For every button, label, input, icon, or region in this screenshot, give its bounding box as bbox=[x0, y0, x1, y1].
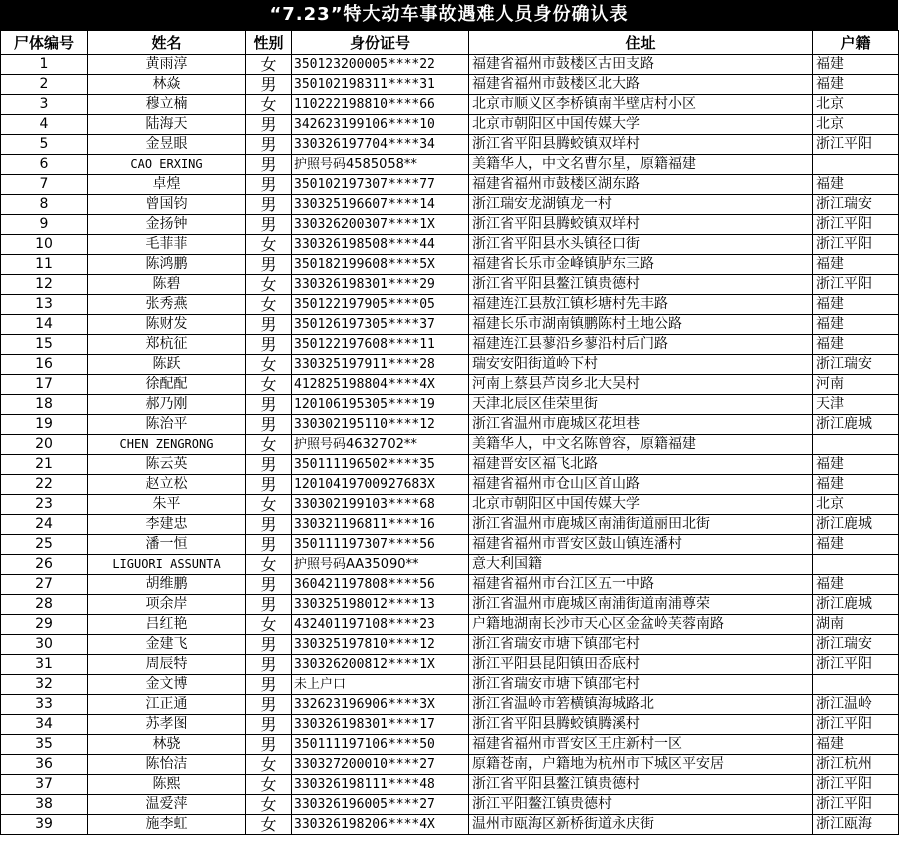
cell-sex: 男 bbox=[246, 515, 292, 535]
cell-address: 美籍华人，中文名陈曾容，原籍福建 bbox=[469, 435, 813, 455]
cell-name: 陈跃 bbox=[88, 355, 246, 375]
cell-name: CHEN ZENGRONG bbox=[88, 435, 246, 455]
cell-id-number: 330326198301****29 bbox=[292, 275, 469, 295]
cell-body-number: 3 bbox=[1, 95, 88, 115]
cell-address: 福建省长乐市金峰镇胪东三路 bbox=[469, 255, 813, 275]
cell-name: 陈怡洁 bbox=[88, 755, 246, 775]
table-row bbox=[1, 155, 899, 175]
cell-address: 温州市瓯海区新桥街道永庆街 bbox=[469, 815, 813, 835]
cell-name: 江正通 bbox=[88, 695, 246, 715]
cell-body-number: 24 bbox=[1, 515, 88, 535]
cell-body-number: 12 bbox=[1, 275, 88, 295]
cell-address: 北京市朝阳区中国传媒大学 bbox=[469, 495, 813, 515]
cell-sex: 女 bbox=[246, 235, 292, 255]
cell-address: 浙江平阳鳌江镇贵德村 bbox=[469, 795, 813, 815]
table-row bbox=[1, 635, 899, 655]
cell-household: 浙江瑞安 bbox=[813, 635, 899, 655]
cell-body-number: 21 bbox=[1, 455, 88, 475]
cell-body-number: 11 bbox=[1, 255, 88, 275]
cell-body-number: 14 bbox=[1, 315, 88, 335]
header-name: 姓名 bbox=[88, 31, 246, 55]
cell-household: 浙江平阳 bbox=[813, 275, 899, 295]
cell-household: 福建 bbox=[813, 735, 899, 755]
cell-sex: 女 bbox=[246, 95, 292, 115]
cell-body-number: 6 bbox=[1, 155, 88, 175]
cell-id-number: 120106195305****19 bbox=[292, 395, 469, 415]
cell-household: 福建 bbox=[813, 475, 899, 495]
cell-address: 福建省福州市晋安区鼓山镇连潘村 bbox=[469, 535, 813, 555]
cell-address: 浙江省瑞安市塘下镇邵宅村 bbox=[469, 635, 813, 655]
cell-name: 黄雨淳 bbox=[88, 55, 246, 75]
table-row bbox=[1, 375, 899, 395]
cell-name: LIGUORI ASSUNTA bbox=[88, 555, 246, 575]
cell-id-number: 350182199608****5X bbox=[292, 255, 469, 275]
cell-sex: 男 bbox=[246, 735, 292, 755]
cell-id-number: 护照号码4632702** bbox=[292, 435, 469, 455]
cell-address: 浙江省平阳县腾蛟镇双垟村 bbox=[469, 135, 813, 155]
cell-id-number: 12010419700927683X bbox=[292, 475, 469, 495]
table-row bbox=[1, 475, 899, 495]
cell-sex: 男 bbox=[246, 75, 292, 95]
cell-sex: 男 bbox=[246, 535, 292, 555]
cell-name: 张秀燕 bbox=[88, 295, 246, 315]
cell-household: 河南 bbox=[813, 375, 899, 395]
cell-household: 北京 bbox=[813, 495, 899, 515]
cell-sex: 女 bbox=[246, 355, 292, 375]
header-address: 住址 bbox=[469, 31, 813, 55]
cell-body-number: 16 bbox=[1, 355, 88, 375]
table-row bbox=[1, 335, 899, 355]
cell-name: 毛菲菲 bbox=[88, 235, 246, 255]
cell-sex: 男 bbox=[246, 455, 292, 475]
cell-address: 北京市顺义区李桥镇南半壁店村小区 bbox=[469, 95, 813, 115]
cell-name: 赵立松 bbox=[88, 475, 246, 495]
cell-id-number: 330326198508****44 bbox=[292, 235, 469, 255]
cell-household: 福建 bbox=[813, 175, 899, 195]
table-row bbox=[1, 315, 899, 335]
cell-body-number: 1 bbox=[1, 55, 88, 75]
cell-name: 施李虹 bbox=[88, 815, 246, 835]
cell-address: 浙江省温州市鹿城区南浦街道丽田北街 bbox=[469, 515, 813, 535]
cell-body-number: 33 bbox=[1, 695, 88, 715]
table-row bbox=[1, 175, 899, 195]
cell-address: 浙江省温州市鹿城区南浦街道南浦尊荣 bbox=[469, 595, 813, 615]
header-household: 户籍 bbox=[813, 31, 899, 55]
cell-id-number: 330326200307****1X bbox=[292, 215, 469, 235]
header-id-number: 身份证号 bbox=[292, 31, 469, 55]
cell-address: 浙江瑞安龙湖镇龙一村 bbox=[469, 195, 813, 215]
cell-body-number: 15 bbox=[1, 335, 88, 355]
cell-sex: 女 bbox=[246, 275, 292, 295]
cell-sex: 男 bbox=[246, 635, 292, 655]
cell-body-number: 8 bbox=[1, 195, 88, 215]
cell-household bbox=[813, 155, 899, 175]
table-row bbox=[1, 495, 899, 515]
cell-name: 陈财发 bbox=[88, 315, 246, 335]
cell-sex: 男 bbox=[246, 595, 292, 615]
table-title: “7.23”特大动车事故遇难人员身份确认表 bbox=[0, 0, 898, 30]
cell-id-number: 360421197808****56 bbox=[292, 575, 469, 595]
cell-address: 河南上蔡县芦岗乡北大吴村 bbox=[469, 375, 813, 395]
cell-sex: 女 bbox=[246, 375, 292, 395]
cell-id-number: 350111197106****50 bbox=[292, 735, 469, 755]
cell-body-number: 25 bbox=[1, 535, 88, 555]
cell-address: 原籍苍南，户籍地为杭州市下城区平安居 bbox=[469, 755, 813, 775]
cell-body-number: 2 bbox=[1, 75, 88, 95]
cell-body-number: 28 bbox=[1, 595, 88, 615]
cell-address: 户籍地湖南长沙市天心区金盆岭芙蓉南路 bbox=[469, 615, 813, 635]
cell-id-number: 330325196607****14 bbox=[292, 195, 469, 215]
cell-body-number: 20 bbox=[1, 435, 88, 455]
header-sex: 性别 bbox=[246, 31, 292, 55]
cell-id-number: 350123200005****22 bbox=[292, 55, 469, 75]
cell-id-number: 330326198206****4X bbox=[292, 815, 469, 835]
cell-name: CAO ERXING bbox=[88, 155, 246, 175]
cell-address: 浙江省平阳县腾蛟镇双垟村 bbox=[469, 215, 813, 235]
cell-sex: 女 bbox=[246, 815, 292, 835]
cell-address: 福建省福州市仓山区首山路 bbox=[469, 475, 813, 495]
cell-address: 福建连江县敖江镇杉塘村先丰路 bbox=[469, 295, 813, 315]
cell-name: 陆海天 bbox=[88, 115, 246, 135]
cell-address: 福建长乐市湖南镇鹏陈村土地公路 bbox=[469, 315, 813, 335]
cell-sex: 男 bbox=[246, 215, 292, 235]
cell-name: 李建忠 bbox=[88, 515, 246, 535]
cell-body-number: 4 bbox=[1, 115, 88, 135]
table-row bbox=[1, 515, 899, 535]
table-row bbox=[1, 555, 899, 575]
cell-sex: 男 bbox=[246, 575, 292, 595]
cell-body-number: 32 bbox=[1, 675, 88, 695]
cell-id-number: 护照号码AA35090** bbox=[292, 555, 469, 575]
table-row bbox=[1, 395, 899, 415]
cell-sex: 女 bbox=[246, 495, 292, 515]
cell-sex: 男 bbox=[246, 655, 292, 675]
cell-household: 浙江鹿城 bbox=[813, 515, 899, 535]
cell-household: 浙江温岭 bbox=[813, 695, 899, 715]
table-row bbox=[1, 795, 899, 815]
cell-name: 曾国钧 bbox=[88, 195, 246, 215]
table-row bbox=[1, 215, 899, 235]
cell-name: 金昱眼 bbox=[88, 135, 246, 155]
cell-household: 福建 bbox=[813, 535, 899, 555]
cell-sex: 女 bbox=[246, 775, 292, 795]
cell-id-number: 330326197704****34 bbox=[292, 135, 469, 155]
table-row bbox=[1, 135, 899, 155]
cell-household: 福建 bbox=[813, 255, 899, 275]
header-row bbox=[1, 31, 899, 55]
cell-body-number: 29 bbox=[1, 615, 88, 635]
table-row bbox=[1, 435, 899, 455]
cell-address: 浙江省平阳县水头镇径口街 bbox=[469, 235, 813, 255]
cell-household: 浙江瑞安 bbox=[813, 355, 899, 375]
table-row bbox=[1, 455, 899, 475]
cell-body-number: 22 bbox=[1, 475, 88, 495]
cell-name: 金建飞 bbox=[88, 635, 246, 655]
cell-id-number: 350126197305****37 bbox=[292, 315, 469, 335]
cell-sex: 女 bbox=[246, 55, 292, 75]
cell-address: 福建连江县蓼沿乡蓼沿村后门路 bbox=[469, 335, 813, 355]
cell-household: 福建 bbox=[813, 335, 899, 355]
cell-body-number: 36 bbox=[1, 755, 88, 775]
cell-id-number: 350102197307****77 bbox=[292, 175, 469, 195]
cell-name: 陈碧 bbox=[88, 275, 246, 295]
cell-id-number: 330326196005****27 bbox=[292, 795, 469, 815]
table-row bbox=[1, 655, 899, 675]
cell-sex: 女 bbox=[246, 295, 292, 315]
cell-body-number: 10 bbox=[1, 235, 88, 255]
cell-id-number: 342623199106****10 bbox=[292, 115, 469, 135]
table-row bbox=[1, 195, 899, 215]
cell-body-number: 13 bbox=[1, 295, 88, 315]
cell-household: 浙江平阳 bbox=[813, 795, 899, 815]
cell-body-number: 38 bbox=[1, 795, 88, 815]
cell-id-number: 330326200812****1X bbox=[292, 655, 469, 675]
cell-sex: 女 bbox=[246, 555, 292, 575]
cell-id-number: 未上户口 bbox=[292, 675, 469, 695]
cell-address: 天津北辰区佳荣里街 bbox=[469, 395, 813, 415]
cell-name: 郑杭征 bbox=[88, 335, 246, 355]
cell-id-number: 330321196811****16 bbox=[292, 515, 469, 535]
cell-sex: 男 bbox=[246, 195, 292, 215]
cell-address: 美籍华人，中文名曹尔星，原籍福建 bbox=[469, 155, 813, 175]
table-row bbox=[1, 355, 899, 375]
table-row bbox=[1, 275, 899, 295]
cell-name: 穆立楠 bbox=[88, 95, 246, 115]
cell-sex: 女 bbox=[246, 755, 292, 775]
cell-sex: 女 bbox=[246, 795, 292, 815]
cell-sex: 女 bbox=[246, 615, 292, 635]
table-row bbox=[1, 255, 899, 275]
table-row bbox=[1, 735, 899, 755]
cell-id-number: 330302195110****12 bbox=[292, 415, 469, 435]
cell-name: 潘一恒 bbox=[88, 535, 246, 555]
cell-name: 卓煌 bbox=[88, 175, 246, 195]
cell-id-number: 330325198012****13 bbox=[292, 595, 469, 615]
cell-address: 浙江省平阳县鳌江镇贵德村 bbox=[469, 775, 813, 795]
cell-body-number: 5 bbox=[1, 135, 88, 155]
cell-household: 福建 bbox=[813, 575, 899, 595]
table-row bbox=[1, 715, 899, 735]
table-row bbox=[1, 235, 899, 255]
cell-body-number: 23 bbox=[1, 495, 88, 515]
table-row bbox=[1, 535, 899, 555]
cell-sex: 男 bbox=[246, 335, 292, 355]
cell-household bbox=[813, 555, 899, 575]
cell-body-number: 37 bbox=[1, 775, 88, 795]
cell-id-number: 350102198311****31 bbox=[292, 75, 469, 95]
cell-household bbox=[813, 435, 899, 455]
cell-household: 福建 bbox=[813, 75, 899, 95]
cell-sex: 男 bbox=[246, 315, 292, 335]
cell-sex: 男 bbox=[246, 695, 292, 715]
cell-id-number: 350122197608****11 bbox=[292, 335, 469, 355]
table-row bbox=[1, 615, 899, 635]
cell-sex: 男 bbox=[246, 475, 292, 495]
cell-household: 福建 bbox=[813, 55, 899, 75]
table-row bbox=[1, 675, 899, 695]
cell-id-number: 330327200010****27 bbox=[292, 755, 469, 775]
table-row bbox=[1, 695, 899, 715]
table-row bbox=[1, 415, 899, 435]
cell-household: 浙江鹿城 bbox=[813, 595, 899, 615]
cell-id-number: 330325197911****28 bbox=[292, 355, 469, 375]
cell-id-number: 432401197108****23 bbox=[292, 615, 469, 635]
cell-id-number: 332623196906****3X bbox=[292, 695, 469, 715]
table-row bbox=[1, 115, 899, 135]
cell-name: 陈熙 bbox=[88, 775, 246, 795]
cell-id-number: 350111196502****35 bbox=[292, 455, 469, 475]
cell-name: 金文博 bbox=[88, 675, 246, 695]
cell-address: 福建省福州市鼓楼区北大路 bbox=[469, 75, 813, 95]
cell-name: 陈治平 bbox=[88, 415, 246, 435]
cell-household: 浙江平阳 bbox=[813, 655, 899, 675]
table-row bbox=[1, 95, 899, 115]
cell-name: 苏孝图 bbox=[88, 715, 246, 735]
cell-body-number: 26 bbox=[1, 555, 88, 575]
cell-body-number: 17 bbox=[1, 375, 88, 395]
cell-sex: 男 bbox=[246, 675, 292, 695]
cell-sex: 男 bbox=[246, 395, 292, 415]
cell-household: 北京 bbox=[813, 115, 899, 135]
cell-id-number: 330325197810****12 bbox=[292, 635, 469, 655]
cell-household: 浙江瓯海 bbox=[813, 815, 899, 835]
cell-household: 福建 bbox=[813, 315, 899, 335]
cell-address: 北京市朝阳区中国传媒大学 bbox=[469, 115, 813, 135]
cell-name: 陈鸿鹏 bbox=[88, 255, 246, 275]
cell-body-number: 27 bbox=[1, 575, 88, 595]
cell-sex: 男 bbox=[246, 175, 292, 195]
cell-household: 福建 bbox=[813, 455, 899, 475]
table-row bbox=[1, 75, 899, 95]
cell-sex: 男 bbox=[246, 135, 292, 155]
cell-household: 湖南 bbox=[813, 615, 899, 635]
cell-household: 北京 bbox=[813, 95, 899, 115]
cell-body-number: 9 bbox=[1, 215, 88, 235]
cell-address: 福建省福州市鼓楼区古田支路 bbox=[469, 55, 813, 75]
cell-household: 浙江鹿城 bbox=[813, 415, 899, 435]
cell-household: 天津 bbox=[813, 395, 899, 415]
cell-name: 周辰特 bbox=[88, 655, 246, 675]
cell-id-number: 330302199103****68 bbox=[292, 495, 469, 515]
table-row bbox=[1, 755, 899, 775]
cell-address: 福建晋安区福飞北路 bbox=[469, 455, 813, 475]
cell-body-number: 31 bbox=[1, 655, 88, 675]
cell-body-number: 35 bbox=[1, 735, 88, 755]
cell-household: 浙江瑞安 bbox=[813, 195, 899, 215]
cell-household: 浙江平阳 bbox=[813, 135, 899, 155]
cell-id-number: 350122197905****05 bbox=[292, 295, 469, 315]
cell-household: 福建 bbox=[813, 295, 899, 315]
cell-household: 浙江平阳 bbox=[813, 215, 899, 235]
cell-address: 浙江省平阳县腾蛟镇腾溪村 bbox=[469, 715, 813, 735]
cell-sex: 男 bbox=[246, 115, 292, 135]
cell-address: 浙江省瑞安市塘下镇邵宅村 bbox=[469, 675, 813, 695]
cell-name: 朱平 bbox=[88, 495, 246, 515]
cell-sex: 男 bbox=[246, 255, 292, 275]
cell-name: 徐配配 bbox=[88, 375, 246, 395]
cell-household: 浙江平阳 bbox=[813, 715, 899, 735]
cell-household: 浙江杭州 bbox=[813, 755, 899, 775]
cell-id-number: 330326198111****48 bbox=[292, 775, 469, 795]
cell-name: 吕红艳 bbox=[88, 615, 246, 635]
table-body bbox=[1, 55, 899, 835]
cell-id-number: 330326198301****17 bbox=[292, 715, 469, 735]
cell-name: 林焱 bbox=[88, 75, 246, 95]
cell-address: 瑞安安阳街道岭下村 bbox=[469, 355, 813, 375]
victim-table bbox=[0, 30, 899, 835]
cell-name: 胡维鹏 bbox=[88, 575, 246, 595]
cell-id-number: 350111197307****56 bbox=[292, 535, 469, 555]
table-row bbox=[1, 775, 899, 795]
cell-body-number: 39 bbox=[1, 815, 88, 835]
cell-name: 温爱萍 bbox=[88, 795, 246, 815]
cell-name: 陈云英 bbox=[88, 455, 246, 475]
cell-household: 浙江平阳 bbox=[813, 775, 899, 795]
table-row bbox=[1, 815, 899, 835]
cell-address: 浙江省平阳县鳌江镇贵德村 bbox=[469, 275, 813, 295]
cell-address: 浙江省温岭市箬横镇海城路北 bbox=[469, 695, 813, 715]
cell-address: 意大利国籍 bbox=[469, 555, 813, 575]
table-row bbox=[1, 295, 899, 315]
cell-address: 浙江平阳县昆阳镇田岙底村 bbox=[469, 655, 813, 675]
cell-name: 郝乃刚 bbox=[88, 395, 246, 415]
table-row bbox=[1, 55, 899, 75]
cell-id-number: 110222198810****66 bbox=[292, 95, 469, 115]
cell-name: 林骁 bbox=[88, 735, 246, 755]
cell-id-number: 护照号码4585058** bbox=[292, 155, 469, 175]
cell-sex: 女 bbox=[246, 435, 292, 455]
cell-body-number: 7 bbox=[1, 175, 88, 195]
cell-sex: 男 bbox=[246, 415, 292, 435]
cell-body-number: 18 bbox=[1, 395, 88, 415]
table-row bbox=[1, 595, 899, 615]
cell-body-number: 34 bbox=[1, 715, 88, 735]
cell-address: 福建省福州市鼓楼区湖东路 bbox=[469, 175, 813, 195]
cell-sex: 男 bbox=[246, 155, 292, 175]
cell-household bbox=[813, 675, 899, 695]
cell-address: 福建省福州市台江区五一中路 bbox=[469, 575, 813, 595]
cell-id-number: 412825198804****4X bbox=[292, 375, 469, 395]
cell-sex: 男 bbox=[246, 715, 292, 735]
header-body-number: 尸体编号 bbox=[1, 31, 88, 55]
cell-household: 浙江平阳 bbox=[813, 235, 899, 255]
cell-address: 浙江省温州市鹿城区花坦巷 bbox=[469, 415, 813, 435]
table-row bbox=[1, 575, 899, 595]
cell-body-number: 19 bbox=[1, 415, 88, 435]
cell-name: 金扬钟 bbox=[88, 215, 246, 235]
cell-address: 福建省福州市晋安区王庄新村一区 bbox=[469, 735, 813, 755]
cell-body-number: 30 bbox=[1, 635, 88, 655]
cell-name: 项余岸 bbox=[88, 595, 246, 615]
